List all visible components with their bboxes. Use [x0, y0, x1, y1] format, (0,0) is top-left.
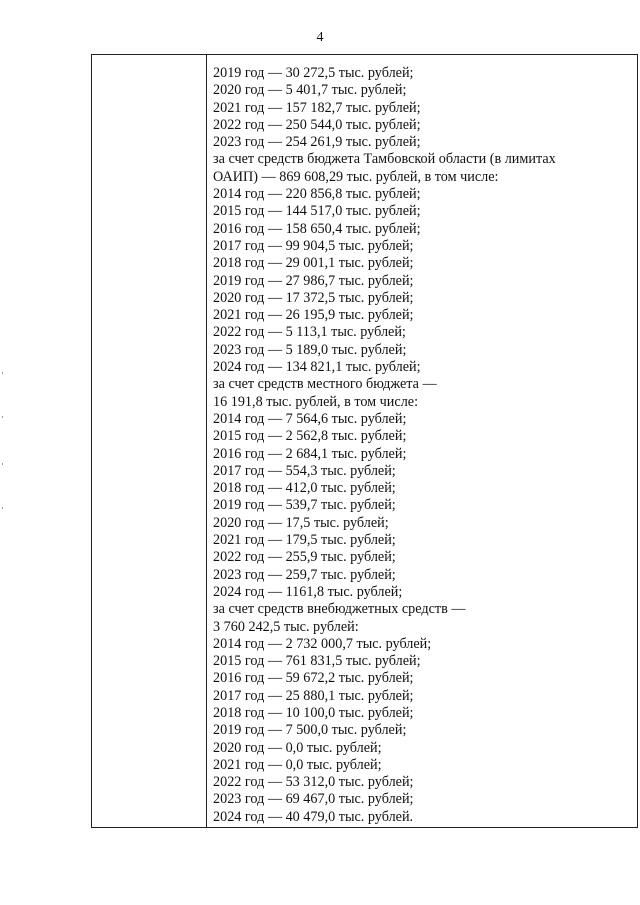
text-line: 2015 год — 2 562,8 тыс. рублей;: [213, 428, 407, 445]
text-line: 2021 год — 0,0 тыс. рублей;: [213, 756, 382, 773]
text-line: 2015 год — 761 831,5 тыс. рублей;: [213, 653, 421, 670]
text-line: 2017 год — 25 880,1 тыс. рублей;: [213, 687, 414, 704]
text-line: 2023 год — 254 261,9 тыс. рублей;: [213, 134, 421, 151]
text-line: 2021 год — 26 195,9 тыс. рублей;: [213, 307, 414, 324]
funding-table: [91, 54, 638, 828]
text-line: 2019 год — 7 500,0 тыс. рублей;: [213, 722, 407, 739]
table-cell-funding: [207, 55, 638, 828]
text-line: 2022 год — 53 312,0 тыс. рублей;: [213, 774, 414, 791]
text-line: 2018 год — 10 100,0 тыс. рублей;: [213, 704, 414, 721]
text-line: 2020 год — 0,0 тыс. рублей;: [213, 739, 382, 756]
table-row: [92, 55, 638, 828]
text-line: 2017 год — 99 904,5 тыс. рублей;: [213, 237, 414, 254]
text-line: 2024 год — 40 479,0 тыс. рублей.: [213, 808, 414, 825]
text-line: 2016 год — 59 672,2 тыс. рублей;: [213, 670, 414, 687]
text-line: 2018 год — 412,0 тыс. рублей;: [213, 480, 396, 497]
text-line: 2017 год — 554,3 тыс. рублей;: [213, 462, 396, 479]
scan-artifact: [2, 372, 3, 374]
text-line: 2020 год — 5 401,7 тыс. рублей;: [213, 82, 407, 99]
text-line: за счет средств внебюджетных средств —: [213, 601, 466, 618]
scan-artifact: [2, 416, 3, 418]
text-line: за счет средств бюджета Тамбовской области (в лимитах: [213, 151, 556, 168]
text-line: 2019 год — 30 272,5 тыс. рублей;: [213, 65, 414, 81]
text-line: 2019 год — 539,7 тыс. рублей;: [213, 497, 396, 514]
text-line: 16 191,8 тыс. рублей, в том числе:: [213, 393, 419, 410]
text-line: 2021 год — 179,5 тыс. рублей;: [213, 532, 396, 549]
text-line: 2014 год — 7 564,6 тыс. рублей;: [213, 410, 407, 427]
text-line: 2018 год — 29 001,1 тыс. рублей;: [213, 255, 414, 272]
funding-lines: [213, 65, 633, 826]
text-line: 2020 год — 17,5 тыс. рублей;: [213, 514, 389, 531]
text-line: 2023 год — 5 189,0 тыс. рублей;: [213, 341, 407, 358]
scan-artifact: [2, 507, 3, 509]
table-cell-empty: [92, 55, 207, 828]
text-line: 2015 год — 144 517,0 тыс. рублей;: [213, 203, 421, 220]
text-line: 2016 год — 2 684,1 тыс. рублей;: [213, 445, 407, 462]
text-line: 2022 год — 5 113,1 тыс. рублей;: [213, 324, 406, 341]
text-line: 2022 год — 255,9 тыс. рублей;: [213, 549, 396, 566]
text-line: 2014 год — 220 856,8 тыс. рублей;: [213, 186, 421, 203]
text-line: за счет средств местного бюджета —: [213, 376, 437, 393]
text-line: 2014 год — 2 732 000,7 тыс. рублей;: [213, 635, 432, 652]
text-line: 2023 год — 69 467,0 тыс. рублей;: [213, 791, 414, 808]
page-number: 4: [316, 30, 324, 45]
text-line: 2023 год — 259,7 тыс. рублей;: [213, 566, 396, 583]
text-line: 2021 год — 157 182,7 тыс. рублей;: [213, 99, 421, 116]
text-line: 2024 год — 134 821,1 тыс. рублей;: [213, 359, 421, 376]
text-line: 2024 год — 1161,8 тыс. рублей;: [213, 583, 403, 600]
text-line: ОАИП) — 869 608,29 тыс. рублей, в том числе:: [213, 168, 499, 185]
text-line: 2022 год — 250 544,0 тыс. рублей;: [213, 116, 421, 133]
text-line: 2016 год — 158 650,4 тыс. рублей;: [213, 220, 421, 237]
scan-artifact: [2, 463, 3, 465]
text-line: 2019 год — 27 986,7 тыс. рублей;: [213, 272, 414, 289]
text-line: 3 760 242,5 тыс. рублей:: [213, 618, 359, 635]
text-line: 2020 год — 17 372,5 тыс. рублей;: [213, 289, 414, 306]
